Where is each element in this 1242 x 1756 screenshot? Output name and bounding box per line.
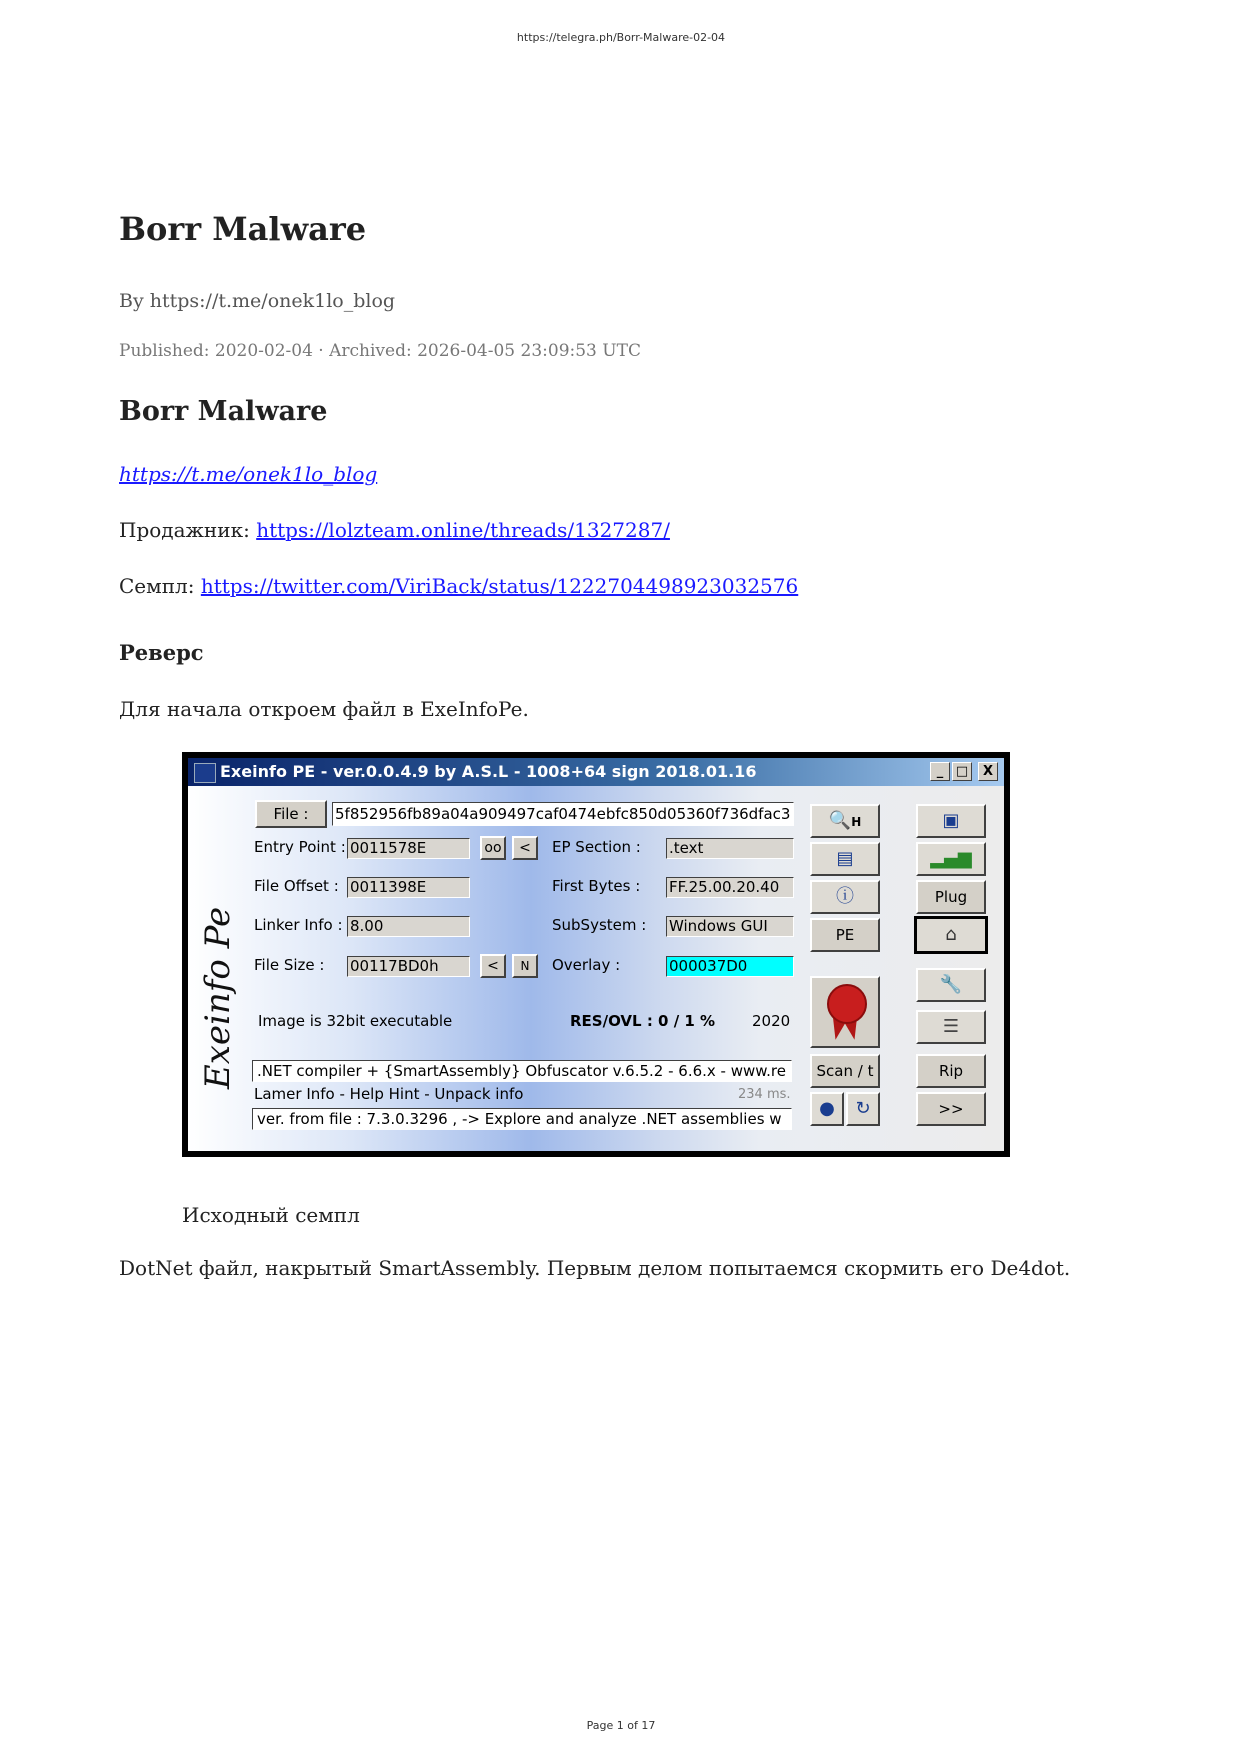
close-button[interactable]: X xyxy=(978,762,998,781)
exeinfo-side-logo: Exeinfo Pe xyxy=(198,906,238,1090)
folder-icon: ▣ xyxy=(942,810,960,831)
scan-button[interactable]: Scan / t xyxy=(810,1054,880,1088)
web-button[interactable] xyxy=(810,1092,844,1126)
oo-button[interactable]: oo xyxy=(480,836,506,860)
info-button[interactable] xyxy=(810,880,880,914)
first-bytes-label: First Bytes : xyxy=(552,877,641,895)
file-size-field[interactable]: 00117BD0h xyxy=(347,956,470,977)
res-ovl-text: RES/OVL : 0 / 1 % xyxy=(570,1012,716,1030)
open-folder-button[interactable] xyxy=(916,804,986,838)
sample-link[interactable]: https://twitter.com/ViriBack/status/1222704498923032576 xyxy=(200,574,799,598)
section-heading: Реверс xyxy=(119,640,204,665)
page-url-header: https://telegra.ph/Borr-Malware-02-04 xyxy=(516,31,726,44)
maximize-button[interactable]: □ xyxy=(952,762,972,781)
ep-section-field[interactable]: .text xyxy=(666,838,794,859)
file-size-label: File Size : xyxy=(254,956,325,974)
year-text: 2020 xyxy=(752,1012,791,1030)
overlay-field[interactable]: 000037D0 xyxy=(666,956,794,977)
file-offset-field[interactable]: 0011398E xyxy=(347,877,470,898)
rip-button[interactable]: Rip xyxy=(916,1054,986,1088)
sections-button[interactable] xyxy=(810,842,880,876)
article-subtitle: Borr Malware xyxy=(119,396,328,427)
linker-info-label: Linker Info : xyxy=(254,916,343,934)
ribbon-seal-icon xyxy=(827,984,867,1024)
menu-button[interactable] xyxy=(916,1010,986,1044)
byline: By https://t.me/onek1lo_blog xyxy=(119,290,396,312)
pe-button[interactable]: PE xyxy=(810,918,880,952)
size-n-button[interactable]: N xyxy=(512,954,538,978)
window-titlebar xyxy=(188,758,1004,786)
image-info-text: Image is 32bit executable xyxy=(258,1012,453,1030)
globe-icon: ● xyxy=(819,1098,835,1119)
magnifier-icon: 🔍 xyxy=(828,810,852,831)
first-bytes-field[interactable]: FF.25.00.20.40 xyxy=(666,877,794,898)
next-button[interactable]: >> xyxy=(916,1092,986,1126)
figure-caption: Исходный семпл xyxy=(182,1203,360,1227)
window-title: Exeinfo PE - ver.0.0.4.9 by A.S.L - 1008+64 sign 2018.01.16 xyxy=(220,762,757,781)
version-info-field[interactable]: ver. from file : 7.3.0.3296 , -> Explore and analyze .NET assemblies w xyxy=(252,1108,792,1130)
exeinfo-client xyxy=(188,758,1004,1151)
list-tree-icon: ▤ xyxy=(836,848,854,869)
overlay-label: Overlay : xyxy=(552,956,621,974)
article-title: Borr Malware xyxy=(119,210,367,248)
refresh-button[interactable] xyxy=(846,1092,880,1126)
exeinfo-window xyxy=(182,752,1010,1157)
award-ribbon-button[interactable] xyxy=(810,976,880,1048)
stats-button[interactable] xyxy=(916,842,986,876)
entry-prev-button[interactable]: < xyxy=(512,836,538,860)
author-link-paragraph xyxy=(119,462,377,486)
detection-field[interactable]: .NET compiler + {SmartAssembly} Obfuscator v.6.5.2 - 6.6.x - www.re xyxy=(252,1060,792,1082)
sample-label: Семпл: xyxy=(119,574,201,598)
subsystem-label: SubSystem : xyxy=(552,916,647,934)
search-button[interactable] xyxy=(810,804,880,838)
plug-button[interactable]: Plug xyxy=(916,880,986,914)
tools-button[interactable] xyxy=(916,968,986,1002)
ep-section-label: EP Section : xyxy=(552,838,641,856)
intro-paragraph: Для начала откроем файл в ExeInfoPe. xyxy=(119,697,529,721)
linker-info-field[interactable]: 8.00 xyxy=(347,916,470,937)
home-icon: ⌂ xyxy=(945,924,957,945)
seller-paragraph xyxy=(119,518,670,542)
menu-icon: ☰ xyxy=(942,1016,960,1037)
signal-bars-icon: ▂▄▆ xyxy=(930,848,972,869)
wrench-icon: 🔧 xyxy=(939,974,963,995)
refresh-icon: ↻ xyxy=(855,1098,871,1119)
entry-point-label: Entry Point : xyxy=(254,838,346,856)
size-prev-button[interactable]: < xyxy=(480,954,506,978)
home-button[interactable] xyxy=(914,916,988,954)
seller-label: Продажник: xyxy=(119,518,257,542)
file-button[interactable]: File : xyxy=(255,800,327,828)
info-icon: ⓘ xyxy=(836,886,854,907)
publish-meta: Published: 2020-02-04 · Archived: 2026-04-05 23:09:53 UTC xyxy=(119,341,641,361)
entry-point-field[interactable]: 0011578E xyxy=(347,838,470,859)
body-paragraph: DotNet файл, накрытый SmartAssembly. Первым делом попытаемся скормить его De4dot. xyxy=(119,1256,1071,1280)
h-label: H xyxy=(851,815,862,829)
seller-link[interactable]: https://lolzteam.online/threads/1327287/ xyxy=(256,518,670,542)
minimize-button[interactable]: _ xyxy=(930,762,950,781)
timing-text: 234 ms. xyxy=(738,1087,791,1102)
subsystem-field[interactable]: Windows GUI xyxy=(666,916,794,937)
author-link[interactable]: https://t.me/onek1lo_blog xyxy=(119,462,378,486)
file-offset-label: File Offset : xyxy=(254,877,339,895)
app-icon xyxy=(194,763,216,783)
lamer-info-link[interactable]: Lamer Info - Help Hint - Unpack info xyxy=(254,1085,524,1103)
sample-paragraph xyxy=(119,574,798,598)
file-hash-field[interactable]: 5f852956fb89a04a909497caf0474ebfc850d05360f736dfac3 xyxy=(332,802,794,826)
page-footer: Page 1 of 17 xyxy=(586,1719,656,1732)
